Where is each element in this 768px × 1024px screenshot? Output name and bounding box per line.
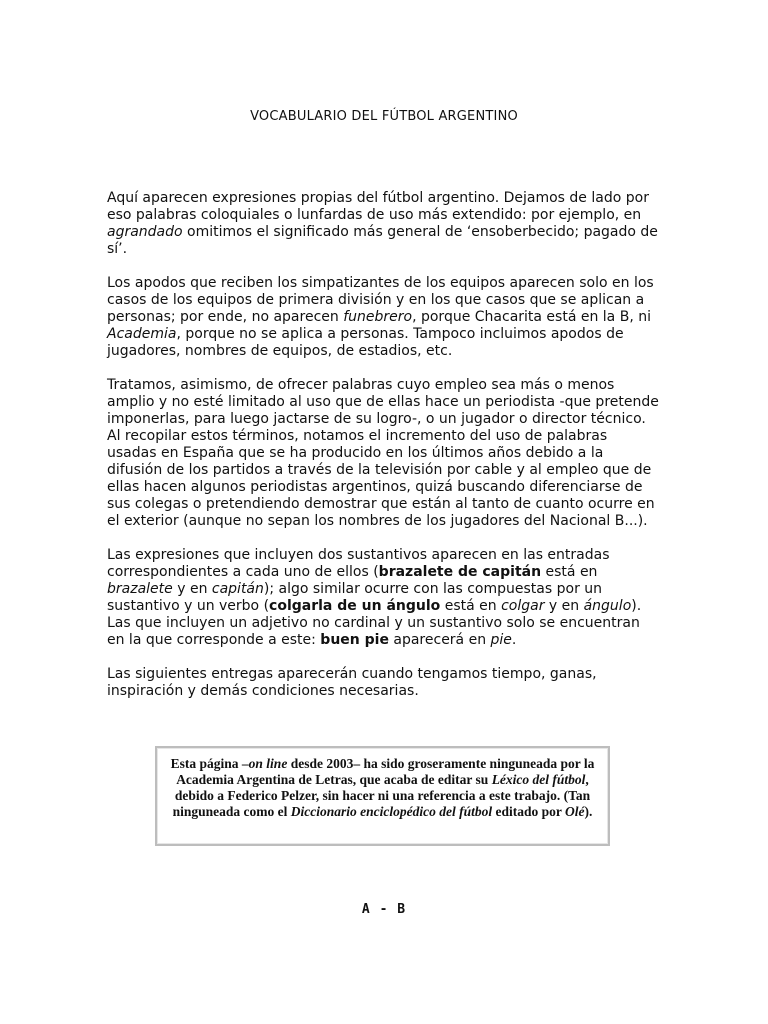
text-run: ). Las que incluyen un adjetivo no cardinal y un sustantivo solo se encuentran en la que corresponde a este: <box>107 598 642 648</box>
italic-term: Diccionario enciclopédico del fútbol <box>290 804 493 819</box>
text-run: desde 2003– ha sido groseramente ninguneada por la Academia Argentina de Letras, que acaba de editar su <box>176 756 595 787</box>
text-run: está en <box>541 564 598 580</box>
bold-term: brazalete de capitán <box>378 564 542 580</box>
text-run: Los apodos que reciben los simpatizantes de los equipos aparecen solo en los casos de los equipos de primera división y en los que casos que se aplican a personas; por ende, no aparecen <box>107 275 654 325</box>
text-run: Aquí aparecen expresiones propias del fútbol argentino. Dejamos de lado por eso palabras coloquiales o lunfardas de uso más extendido: por ejemplo, en <box>107 190 649 223</box>
text-run: está en <box>440 598 502 614</box>
paragraph <box>107 190 659 258</box>
text-run: omitimos el significado más general de ‘ensoberbecido; pagado de sí’. <box>107 224 658 257</box>
italic-term: agrandado <box>107 224 183 240</box>
text-run: Las expresiones que incluyen dos sustantivos aparecen en las entradas correspondientes a cada uno de ellos ( <box>107 547 610 580</box>
italic-term: pie <box>490 632 512 648</box>
text-run: ). <box>584 804 593 819</box>
italic-term: capitán <box>211 581 264 597</box>
text-run: y en <box>172 581 212 597</box>
italic-term: colgar <box>501 598 545 614</box>
text-run: Tratamos, asimismo, de ofrecer palabras cuyo empleo sea más o menos amplio y no esté limitado al uso que de ellas hace un periodista -que pretende imponerlas, para luego jactarse de su logro-, o un jugador o director técnico. Al recopilar estos términos, notamos el incremento del uso de palabras usadas en España que se ha producido en los últimos años debido a la difusión de los partidos a través de la televisión por cable y al empleo que de ellas hacen algunos periodistas argentinos, quizá buscando diferenciarse de sus colegas o pretendiendo demostrar que están al tanto de cuanto ocurre en el exterior (aunque no sepan los nombres de los jugadores del Nacional B...). <box>107 377 659 529</box>
text-run: aparecerá en <box>388 632 491 648</box>
italic-term: funebrero <box>343 309 413 325</box>
text-run: , porque Chacarita está en la B, ni <box>412 309 651 325</box>
text-run: editado por <box>492 804 565 819</box>
italic-term: Academia <box>107 326 177 342</box>
text-run: ); algo similar ocurre con las compuestas por un sustantivo y un verbo ( <box>107 581 603 614</box>
paragraph <box>107 377 659 530</box>
text-run: . <box>511 632 517 648</box>
paragraph <box>107 275 659 360</box>
text-run: , debido a Federico Pelzer, sin hacer ni una referencia a este trabajo. (Tan ninguneada como el <box>172 772 591 819</box>
text-run: , porque no se aplica a personas. Tampoco incluimos apodos de jugadores, nombres de equipos, de estadios, etc. <box>107 326 624 359</box>
bold-term: buen pie <box>320 632 389 648</box>
text-run: Las siguientes entregas aparecerán cuando tengamos tiempo, ganas, inspiración y demás condiciones necesarias. <box>107 666 597 699</box>
italic-term: Léxico del fútbol <box>491 772 586 787</box>
text-run: Esta página – <box>170 756 249 771</box>
italic-term: brazalete <box>107 581 173 597</box>
italic-term: ángulo <box>583 598 632 614</box>
italic-term: on line <box>248 756 288 771</box>
italic-term: Olé <box>565 804 585 819</box>
notice-box <box>155 746 610 846</box>
text-run: y en <box>544 598 584 614</box>
page-title: VOCABULARIO DEL FÚTBOL ARGENTINO <box>250 109 518 124</box>
paragraph <box>107 666 659 700</box>
section-marker: A - B <box>361 902 407 917</box>
paragraph <box>107 547 659 649</box>
bold-term: colgarla de un ángulo <box>269 598 441 614</box>
intro-text <box>107 190 659 717</box>
